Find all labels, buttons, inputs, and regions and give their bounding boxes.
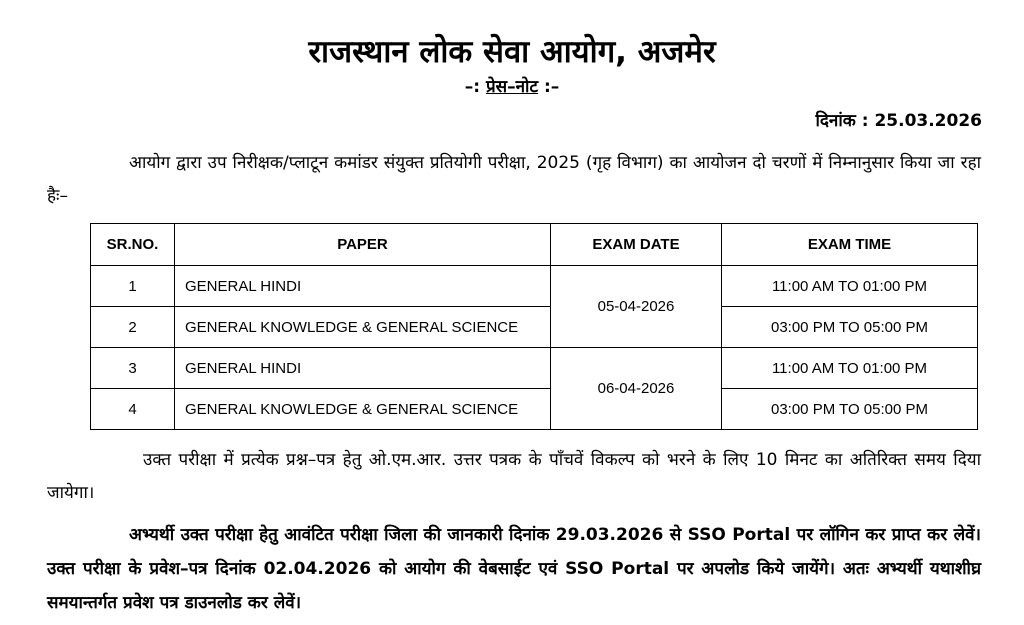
paper-cell: GENERAL HINDI: [175, 348, 551, 389]
header-paper: PAPER: [175, 224, 551, 266]
table-row: [91, 307, 978, 348]
intro-paragraph: आयोग द्वारा उप निरीक्षक/प्लाटून कमांडर संयुक्त प्रतियोगी परीक्षा, 2025 (गृह विभाग) का आयोजन दो चरणों में निम्नानुसार किया जा रहा हैः–: [47, 153, 981, 206]
date-value: 25.03.2026: [874, 111, 982, 131]
sr-cell: 3: [91, 348, 175, 389]
subtitle-suffix: :–: [538, 77, 560, 97]
time-cell: 11:00 AM TO 01:00 PM: [722, 266, 978, 307]
press-note-heading: [0, 74, 1024, 97]
issue-date: [815, 108, 982, 131]
header-exam-date: EXAM DATE: [551, 224, 722, 266]
table-header-row: [91, 224, 978, 266]
header-sr-no: SR.NO.: [91, 224, 175, 266]
paper-cell: GENERAL KNOWLEDGE & GENERAL SCIENCE: [175, 307, 551, 348]
paper-cell: GENERAL HINDI: [175, 266, 551, 307]
date-cell: 06-04-2026: [551, 348, 722, 430]
table-row: [91, 266, 978, 307]
sr-cell: 2: [91, 307, 175, 348]
exam-schedule-table: [90, 223, 978, 430]
date-label: दिनांक :: [815, 111, 875, 131]
table-row: [91, 348, 978, 389]
table-row: [91, 389, 978, 430]
date-cell: 05-04-2026: [551, 266, 722, 348]
page-title: राजस्थान लोक सेवा आयोग, अजमेर: [308, 34, 716, 70]
time-cell: 03:00 PM TO 05:00 PM: [722, 307, 978, 348]
admit-card-paragraph: अभ्यर्थी उक्त परीक्षा हेतु आवंटित परीक्षा जिला की जानकारी दिनांक 29.03.2026 से SSO Portal पर लॉगिन कर प्राप्त कर लेवें। उक्त परीक्षा के प्रवेश–पत्र दिनांक 02.04.2026 को आयोग की वेबसाईट एवं SSO Portal पर अपलोड किये जायेंगे। अतः अभ्यर्थी यथाशीघ्र समयान्तर्गत प्रवेश पत्र डाउनलोड कर लेवें।: [47, 525, 981, 613]
omr-time-paragraph: उक्त परीक्षा में प्रत्येक प्रश्न–पत्र हेतु ओ.एम.आर. उत्तर पत्रक के पाँचवें विकल्प को भरने के लिए 10 मिनट का अतिरिक्त समय दिया जायेगा।: [47, 450, 981, 503]
paper-cell: GENERAL KNOWLEDGE & GENERAL SCIENCE: [175, 389, 551, 430]
sr-cell: 4: [91, 389, 175, 430]
subtitle-main: प्रेस–नोट: [485, 77, 539, 97]
time-cell: 11:00 AM TO 01:00 PM: [722, 348, 978, 389]
time-cell: 03:00 PM TO 05:00 PM: [722, 389, 978, 430]
header-exam-time: EXAM TIME: [722, 224, 978, 266]
subtitle-prefix: –:: [464, 77, 486, 97]
sr-cell: 1: [91, 266, 175, 307]
